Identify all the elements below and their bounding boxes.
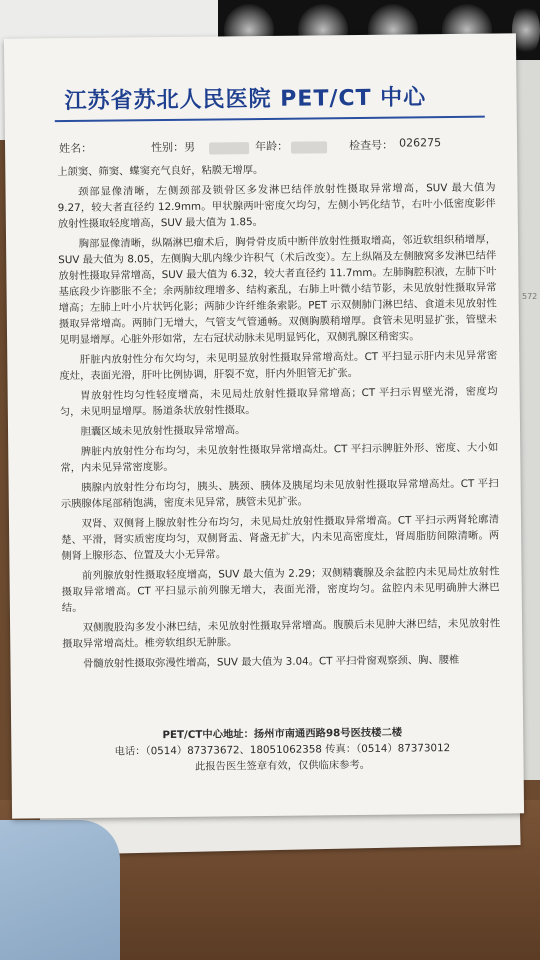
check-number-label: 检查号： (349, 138, 394, 153)
title-rule (55, 116, 485, 123)
paragraph-lymph: 双侧腹股沟多发小淋巴结，未见放射性摄取异常增高。腹膜后未见肿大淋巴结，未见放射性摄取异常增高灶。椎旁软组织无肿胀。 (62, 617, 501, 651)
name-label: 姓名： (59, 141, 93, 156)
center-address: PET/CT中心地址：扬州市南通西路98号医技楼二楼 (162, 726, 403, 742)
paragraph-kidney: 双肾、双侧肾上腺放射性分布均匀，未见局灶放射性摄取异常增高。CT 平扫示两肾轮廓清楚、平滑，肾实质密度均匀，双侧肾盂、肾盏无扩大，内未见高密度灶，肾周脂肪间隙清晰。两侧肾上腺形态、位置及大小无异常。 (61, 513, 500, 563)
report-page (4, 33, 524, 818)
paragraph-sinus: 上颌窦、筛窦、蝶窦充气良好，粘膜无增厚。 (57, 163, 264, 179)
blue-cloth (0, 820, 120, 960)
scan-image (512, 4, 540, 56)
report-footer (63, 724, 501, 777)
age-label: 年龄： (255, 139, 289, 154)
paragraph-gallbladder: 胆囊区域未见放射性摄取异常增高。 (80, 424, 246, 438)
paragraph-bone: 骨髓放射性摄取弥漫性增高，SUV 最大值为 3.04。CT 平扫骨窗观察颈、胸、腰椎 (83, 653, 460, 670)
paragraph-chest: 胸部显像清晰，纵隔淋巴瘤术后，胸骨骨皮质中断伴放射性摄取增高，邻近软组织稍增厚，SUV 最大值为 8.05，左侧胸大肌内缘少许积气（术后改变）。左上纵隔及左侧腋窝多发淋巴结伴放射性摄取异常增高，SUV 最大值为 6.32，较大者直径约 11.7mm。左肺胸腔积液，左肺下叶基底段少许膨胀不全；余两肺纹理增多、结构紊乱，右肺上叶微小结节影，未见放射性摄取异常增高；左肺上叶小片状钙化影；两肺少许纤维条索影。PET 示双侧肺门淋巴结、食道未见放射性摄取异常增高。两肺门无增大，气管支气管通畅。双侧胸膜稍增厚。食管未见明显扩张，管壁未见明显增厚。心脏外形如常，左右冠状动脉未见明显钙化，双侧乳腺区稍密实。 (58, 233, 497, 347)
disclaimer-note: 此报告医生签章有效，仅供临床参考。 (194, 758, 371, 773)
paragraph-stomach: 胃放射性均匀性轻度增高，未见局灶放射性摄取异常增高；CT 平扫示胃壁光滑，密度均匀，未见明显增厚。肠道条状放射性摄取。 (59, 385, 498, 419)
redacted-field (209, 142, 249, 154)
paragraph-spleen: 脾脏内放射性分布均匀，未见放射性摄取异常增高灶。CT 平扫示脾脏外形、密度、大小如常，内未见异常密度影。 (60, 441, 499, 475)
paragraph-neck: 颈部显像清晰，左侧颈部及锁骨区多发淋巴结伴放射性摄取异常增高，SUV 最大值为 9.27，较大者直径约 12.9mm。甲状腺两叶密度欠均匀，左侧小钙化结节，右叶小低密度影伴放射性摄取轻度增高，SUV 最大值为 1.85。 (57, 181, 496, 231)
hospital-title: 江苏省苏北人民医院 PET/CT 中心 (64, 85, 427, 115)
check-number-value: 026275 (398, 136, 442, 150)
patient-info-row (59, 136, 499, 161)
contact-phone: 电话：（0514）87373672、18051062358 传真：（0514）87373012 (114, 742, 451, 758)
paragraph-pancreas: 胰腺内放射性分布均匀，胰头、胰颈、胰体及胰尾均未见放射性摄取异常增高灶。CT 平扫示胰腺体尾部稍饱满，密度未见异常，胰管未见扩张。 (60, 477, 499, 511)
sex-label: 性别：男 (151, 140, 196, 155)
paragraph-prostate: 前列腺放射性摄取轻度增高，SUV 最大值为 2.29；双侧精囊腺及余盆腔内未见局灶放射性摄取异常增高。CT 平扫显示前列腺无增大，表面光滑，密度均匀。盆腔内未见明确肿大淋巴结。 (61, 565, 500, 615)
side-page-number: 572 (522, 292, 538, 301)
paragraph-liver: 肝脏内放射性分布欠均匀，未见明显放射性摄取异常增高灶。CT 平扫显示肝内未见异常密度灶，表面光滑，肝叶比例协调，肝裂不宽，肝内外胆管无扩张。 (59, 349, 498, 383)
redacted-age (291, 141, 327, 153)
report-body (57, 160, 500, 677)
